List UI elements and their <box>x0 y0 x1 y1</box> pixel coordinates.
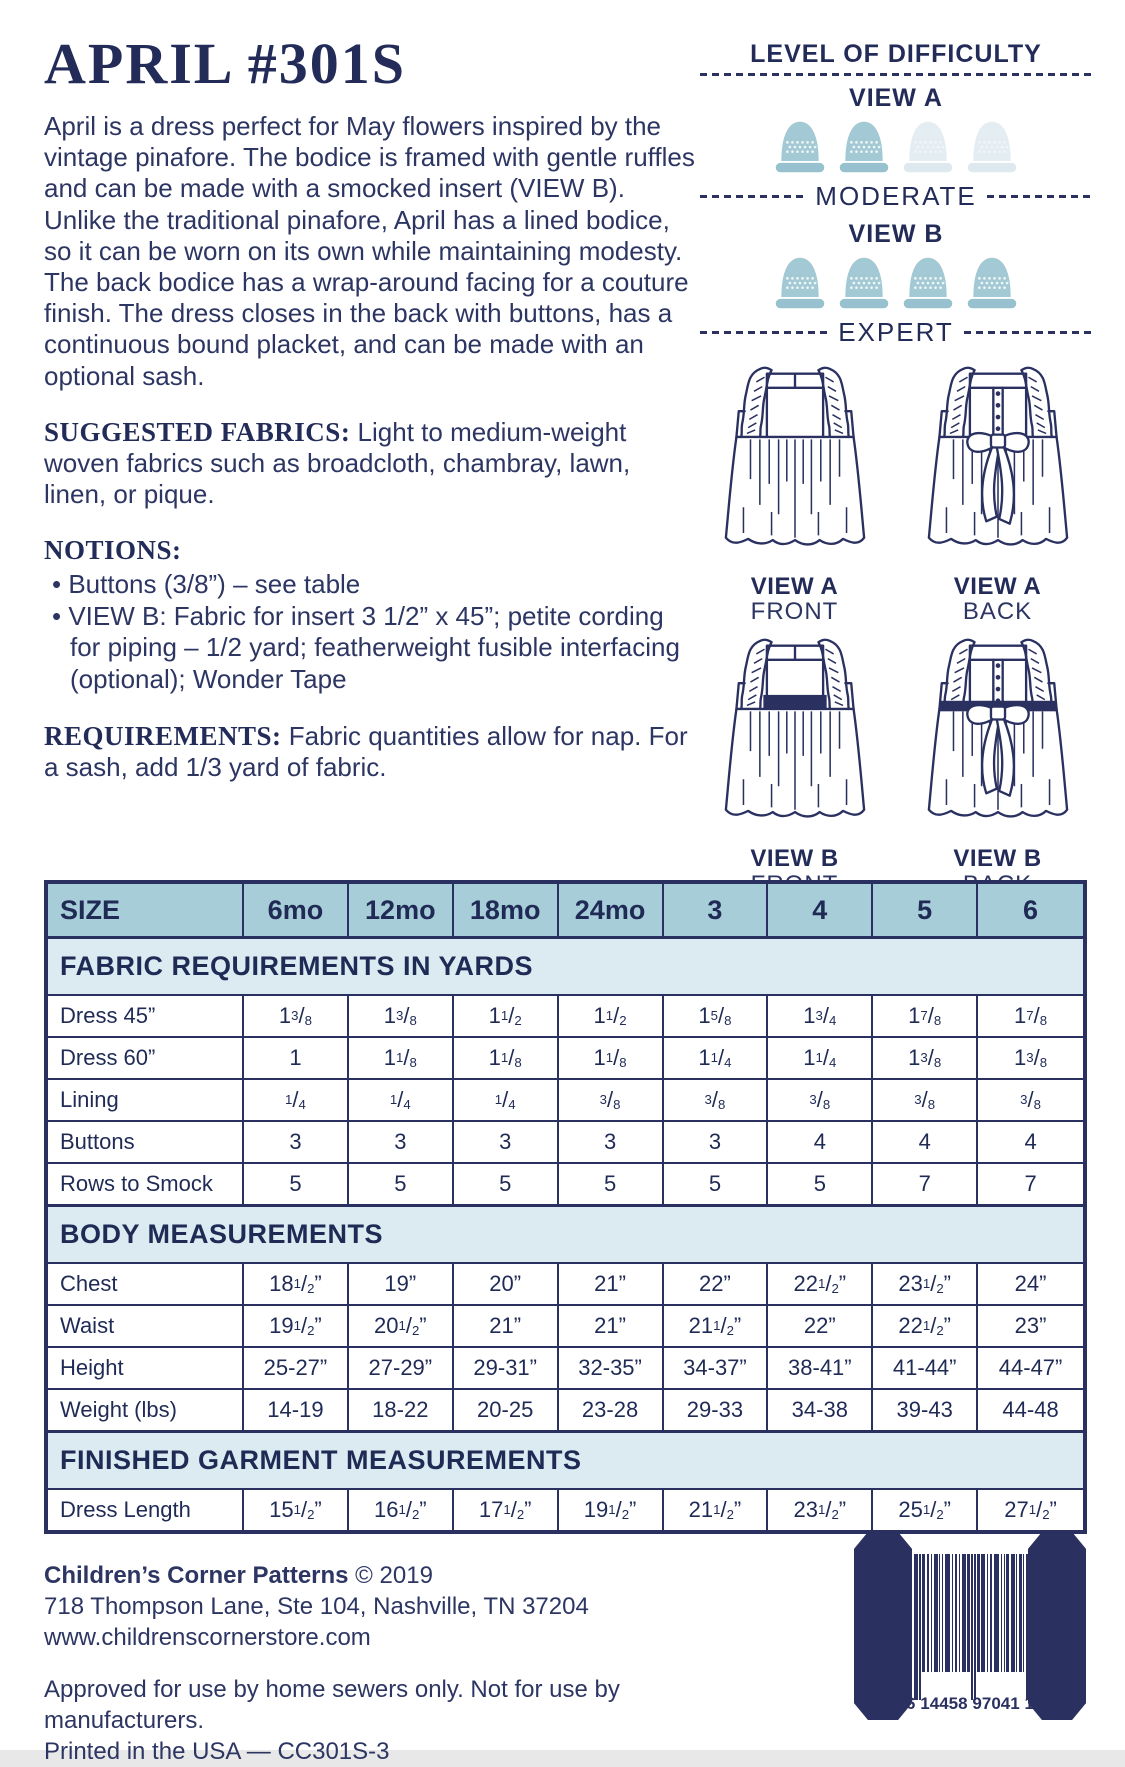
table-cell: 1 / $_4$ <box>244 1080 349 1120</box>
row-label: Chest <box>48 1264 244 1304</box>
barcode-digit-group: 14458 <box>920 1694 968 1713</box>
dashed-divider <box>700 195 805 198</box>
view-a-back-cell <box>903 362 1092 624</box>
thimble-icon <box>900 117 956 177</box>
table-cell: 44-47” <box>998 1355 1063 1380</box>
table-row <box>48 1490 1083 1530</box>
size-column-header: 3 <box>664 884 769 936</box>
table-cell: 25-27” <box>244 1348 349 1388</box>
table-cell: 1 1 / $_2$ <box>454 996 559 1036</box>
barcode-bar <box>962 1554 966 1672</box>
spool-right-flange <box>1028 1532 1086 1720</box>
notions-list <box>44 569 696 696</box>
table-cell: 5 <box>664 1164 769 1204</box>
barcode-bar <box>971 1554 972 1700</box>
barcode-bar <box>1019 1554 1022 1672</box>
difficulty-moderate-label: MODERATE <box>815 181 977 211</box>
table-cell: 21” <box>559 1306 664 1346</box>
table-cell: 22” <box>768 1306 873 1346</box>
table-cell: 29-31” <box>454 1348 559 1388</box>
table-cell: 1 3 / $_8$ <box>1014 1045 1048 1070</box>
table-row <box>48 1264 1083 1306</box>
table-cell: 4 <box>768 1122 873 1162</box>
table-cell: 34-38 <box>768 1390 873 1430</box>
table-header-row <box>48 884 1083 938</box>
table-cell: 15 1 / $_2$ ” <box>244 1490 349 1530</box>
dashed-divider <box>964 331 1092 334</box>
barcode-bar <box>927 1554 930 1672</box>
table-cell: 39-43 <box>873 1390 978 1430</box>
barcode-bar <box>1011 1554 1015 1672</box>
table-cell: 21” <box>559 1264 664 1304</box>
table-cell: 3 / $_8$ <box>559 1080 664 1120</box>
barcode-digit-group: 97041 <box>972 1694 1020 1713</box>
notions-item: • VIEW B: Fabric for insert 3 1/2” x 45”; petite cording for piping – 1/2 yard; featherweight fusible interfacing (optional); Wonder Tape <box>44 601 696 696</box>
table-cell: 7 <box>1024 1171 1037 1196</box>
thimble-row-1 <box>700 253 1092 313</box>
row-label: Height <box>48 1348 244 1388</box>
table-section-title: FABRIC REQUIREMENTS IN YARDS <box>48 938 1083 996</box>
table-cell: 41-44” <box>873 1348 978 1388</box>
table-cell: 22 1 / $_2$ ” <box>768 1264 873 1304</box>
table-cell: 20-25 <box>454 1390 559 1430</box>
view-b-back-cell <box>903 634 1092 896</box>
caption-side: BACK <box>962 598 1033 626</box>
table-cell: 16 1 / $_2$ ” <box>349 1490 454 1530</box>
table-cell: 44-48 <box>1002 1397 1059 1422</box>
table-row <box>48 1122 1083 1164</box>
table-cell: 1 / $_4$ <box>454 1080 559 1120</box>
table-cell: 24” <box>1014 1271 1047 1296</box>
thimble-icon <box>836 117 892 177</box>
table-cell: 1 1 / $_8$ <box>559 1038 664 1078</box>
table-cell: 27-29” <box>349 1348 454 1388</box>
footer <box>44 1560 744 1767</box>
barcode-bar <box>994 1554 999 1672</box>
table-cell: 1 1 / $_4$ <box>768 1038 873 1078</box>
view-a-front-cell <box>700 362 889 624</box>
dress-svg-slot-1 <box>916 362 1080 572</box>
table-cell: 1 7 / $_8$ <box>873 996 978 1036</box>
table-cell: 4 <box>873 1122 978 1162</box>
table-cell: 1 1 / $_2$ <box>559 996 664 1036</box>
size-column-header: 24mo <box>559 884 664 936</box>
table-cell: 14-19 <box>244 1390 349 1430</box>
table-cell: 27 1 / $_2$ ” <box>1004 1497 1057 1522</box>
table-cell: 1 3 / $_4$ <box>768 996 873 1036</box>
table-cell: 22” <box>664 1264 769 1304</box>
table-cell: 23 1 / $_2$ ” <box>768 1490 873 1530</box>
barcode-bar <box>931 1554 932 1672</box>
table-cell: 5 <box>768 1164 873 1204</box>
dashed-divider <box>987 195 1092 198</box>
requirements-heading: REQUIREMENTS: <box>44 720 282 751</box>
thimble-row-0 <box>700 117 1092 177</box>
table-cell: 17 1 / $_2$ ” <box>454 1490 559 1530</box>
barcode-bar <box>1004 1554 1005 1672</box>
barcode-bar <box>990 1554 993 1672</box>
dress-view-b-back-illustration <box>916 634 1080 839</box>
spool-left-flange <box>854 1532 912 1720</box>
table-cell: 21 1 / $_2$ ” <box>664 1306 769 1346</box>
barcode-bar <box>945 1554 950 1672</box>
barcode-bar <box>1023 1554 1024 1672</box>
table-cell: 19” <box>349 1264 454 1304</box>
thimble-icon <box>772 117 828 177</box>
caption-side: FRONT <box>750 598 839 626</box>
table-cell: 3 / $_8$ <box>664 1080 769 1120</box>
requirements-text: Fabric quantities allow for nap. For a sash, add 1/3 yard of fabric. <box>44 720 688 783</box>
difficulty-view-a-label: VIEW A <box>849 84 943 112</box>
barcode-bar <box>942 1554 943 1672</box>
table-cell: 1 7 / $_8$ <box>1014 1003 1048 1028</box>
dress-illustration-grid <box>700 362 1092 897</box>
dress-svg-slot-3 <box>916 634 1080 844</box>
dress-caption <box>954 574 1041 624</box>
barcode-bar <box>977 1554 980 1672</box>
requirements-paragraph <box>44 720 696 784</box>
copyright: © 2019 <box>348 1562 433 1589</box>
suggested-fabrics-paragraph <box>44 416 696 511</box>
dress-svg-slot-0 <box>713 362 877 572</box>
caption-view: VIEW B <box>750 845 839 873</box>
barcode-bar <box>934 1554 938 1672</box>
dress-caption <box>751 574 839 624</box>
difficulty-view-b-label: VIEW B <box>848 220 944 248</box>
table-cell: 38-41” <box>768 1348 873 1388</box>
table-section-title: FINISHED GARMENT MEASUREMENTS <box>48 1432 1083 1490</box>
barcode-bar <box>981 1554 985 1672</box>
table-cell: 1 3 / $_8$ <box>349 996 454 1036</box>
caption-view: VIEW B <box>953 845 1042 873</box>
table-cell: 19 1 / $_2$ ” <box>559 1490 664 1530</box>
table-cell: 3 / $_8$ <box>768 1080 873 1120</box>
barcode-bar <box>987 1554 988 1672</box>
barcode-digit-group: 6 <box>906 1694 916 1713</box>
thimble-icon <box>964 117 1020 177</box>
barcode-bar <box>955 1554 958 1672</box>
table-cell: 3 / $_8$ <box>873 1080 978 1120</box>
table-cell: 22 1 / $_2$ ” <box>873 1306 978 1346</box>
table-cell: 1 5 / $_8$ <box>664 996 769 1036</box>
barcode-bar <box>959 1554 960 1672</box>
difficulty-moderate-row <box>700 181 1092 212</box>
thimble-icon <box>836 253 892 313</box>
barcode-bar <box>1026 1554 1030 1700</box>
dress-svg-slot-2 <box>713 634 877 844</box>
table-cell: 3 <box>664 1122 769 1162</box>
table-row <box>48 1164 1083 1206</box>
table-cell: 1 3 / $_8$ <box>873 1038 978 1078</box>
dress-view-b-front-illustration <box>713 634 877 839</box>
barcode-bar <box>939 1554 940 1672</box>
thimble-icon <box>964 253 1020 313</box>
table-cell: 3 / $_8$ <box>1020 1087 1041 1112</box>
dashed-divider <box>700 331 828 334</box>
row-label: Rows to Smock <box>48 1164 244 1204</box>
table-cell: 1 <box>244 1038 349 1078</box>
table-cell: 5 <box>559 1164 664 1204</box>
table-cell: 23-28 <box>559 1390 664 1430</box>
table-cell: 29-33 <box>664 1390 769 1430</box>
barcode-bars <box>914 1554 1026 1700</box>
dress-view-a-front-illustration <box>713 362 877 567</box>
row-label: Dress 45” <box>48 996 244 1036</box>
table-cell: 19 1 / $_2$ ” <box>244 1306 349 1346</box>
table-section-title: BODY MEASUREMENTS <box>48 1206 1083 1264</box>
table-cell: 4 <box>1024 1129 1037 1154</box>
caption-view: VIEW A <box>750 573 839 600</box>
size-column-header: 5 <box>873 884 978 936</box>
table-cell: 20 1 / $_2$ ” <box>349 1306 454 1346</box>
barcode-bar <box>1006 1554 1009 1672</box>
table-cell: 23 1 / $_2$ ” <box>873 1264 978 1304</box>
table-cell: 5 <box>454 1164 559 1204</box>
table-cell: 21 1 / $_2$ ” <box>664 1490 769 1530</box>
barcode-bar <box>1001 1554 1002 1672</box>
level-of-difficulty-heading: LEVEL OF DIFFICULTY <box>750 40 1042 68</box>
table-cell: 23” <box>1014 1313 1047 1338</box>
footer-company-line <box>44 1560 744 1591</box>
size-table <box>44 880 1087 1534</box>
dashed-divider <box>700 73 1092 76</box>
table-cell: 3 <box>244 1122 349 1162</box>
table-cell: 32-35” <box>559 1348 664 1388</box>
difficulty-and-views-column <box>700 40 1092 897</box>
barcode-digit-group: 1 <box>1024 1694 1034 1713</box>
table-cell: 5 <box>349 1164 454 1204</box>
barcode-bar <box>967 1554 970 1672</box>
table-row <box>48 1080 1083 1122</box>
description-paragraph: April is a dress perfect for May flowers inspired by the vintage pinafore. The bodice is framed with gentle ruffles and can be made with a smocked insert (VIEW B). Unlike the traditional pinafore, April has a lined bodice, so it can be worn on its own while maintaining modesty. The back bodice has a wrap-around facing for a couture finish. The dress closes in the back with buttons, has a continuous bound placket, and can be made with an optional sash. <box>44 111 695 391</box>
notions-heading-wrap <box>44 534 696 566</box>
table-cell: 18 1 / $_2$ ” <box>244 1264 349 1304</box>
table-cell: 1 1 / $_4$ <box>664 1038 769 1078</box>
row-label: Weight (lbs) <box>48 1390 244 1430</box>
table-row <box>48 1348 1083 1390</box>
size-column-header: 6 <box>1023 894 1039 925</box>
barcode-digits <box>906 1694 1034 1714</box>
row-label: Dress 60” <box>48 1038 244 1078</box>
row-label: Buttons <box>48 1122 244 1162</box>
barcode-spool <box>854 1532 1086 1720</box>
table-row <box>48 996 1083 1038</box>
row-label: Lining <box>48 1080 244 1120</box>
barcode-bar <box>922 1554 925 1672</box>
view-b-front-cell <box>700 634 889 896</box>
barcode-bar <box>1016 1554 1017 1672</box>
barcode-bar <box>914 1554 918 1700</box>
barcode-bar <box>919 1554 920 1700</box>
notions-heading: NOTIONS: <box>44 535 182 566</box>
table-cell: 21” <box>454 1306 559 1346</box>
thimble-icon <box>900 253 956 313</box>
thimble-icon <box>772 253 828 313</box>
table-cell: 1 / $_4$ <box>349 1080 454 1120</box>
table-cell: 1 3 / $_8$ <box>244 996 349 1036</box>
table-cell: 20” <box>454 1264 559 1304</box>
footer-printed: Printed in the USA — CC301S-3 <box>44 1737 390 1765</box>
table-row <box>48 1306 1083 1348</box>
footer-address: 718 Thompson Lane, Ste 104, Nashville, TN 37204 <box>44 1593 589 1621</box>
table-cell: 18-22 <box>349 1390 454 1430</box>
suggested-fabrics-heading: SUGGESTED FABRICS: <box>44 416 351 447</box>
suggested-fabrics-text: Light to medium-weight woven fabrics such as broadcloth, chambray, lawn, linen, or pique. <box>44 416 631 510</box>
table-row <box>48 1390 1083 1432</box>
left-column <box>44 30 696 783</box>
size-header-cell: SIZE <box>48 884 244 936</box>
size-column-header: 18mo <box>454 884 559 936</box>
table-cell: 25 1 / $_2$ ” <box>873 1490 978 1530</box>
size-column-header: 4 <box>768 884 873 936</box>
footer-approval: Approved for use by home sewers only. Not for use by manufacturers. <box>44 1675 620 1734</box>
difficulty-expert-row <box>700 317 1092 348</box>
dress-view-a-back-illustration <box>916 362 1080 567</box>
notions-item: • Buttons (3/8”) – see table <box>44 569 696 601</box>
page-title: APRIL #301S <box>44 31 407 96</box>
table-row <box>48 1038 1083 1080</box>
table-cell: 34-37” <box>664 1348 769 1388</box>
table-cell: 5 <box>244 1164 349 1204</box>
table-cell: 7 <box>873 1164 978 1204</box>
row-label: Dress Length <box>48 1490 244 1530</box>
size-column-header: 6mo <box>244 884 349 936</box>
table-cell: 3 <box>559 1122 664 1162</box>
footer-website: www.childrenscornerstore.com <box>44 1624 371 1652</box>
barcode-bar <box>974 1554 975 1700</box>
row-label: Waist <box>48 1306 244 1346</box>
table-cell: 1 1 / $_8$ <box>349 1038 454 1078</box>
barcode-bar <box>952 1554 953 1672</box>
difficulty-expert-label: EXPERT <box>838 317 954 347</box>
table-cell: 1 1 / $_8$ <box>454 1038 559 1078</box>
barcode-bar <box>1032 1554 1035 1700</box>
company-name: Children’s Corner Patterns <box>44 1562 349 1589</box>
table-cell: 3 <box>454 1122 559 1162</box>
caption-view: VIEW A <box>953 573 1042 600</box>
size-column-header: 12mo <box>349 884 454 936</box>
table-cell: 3 <box>349 1122 454 1162</box>
